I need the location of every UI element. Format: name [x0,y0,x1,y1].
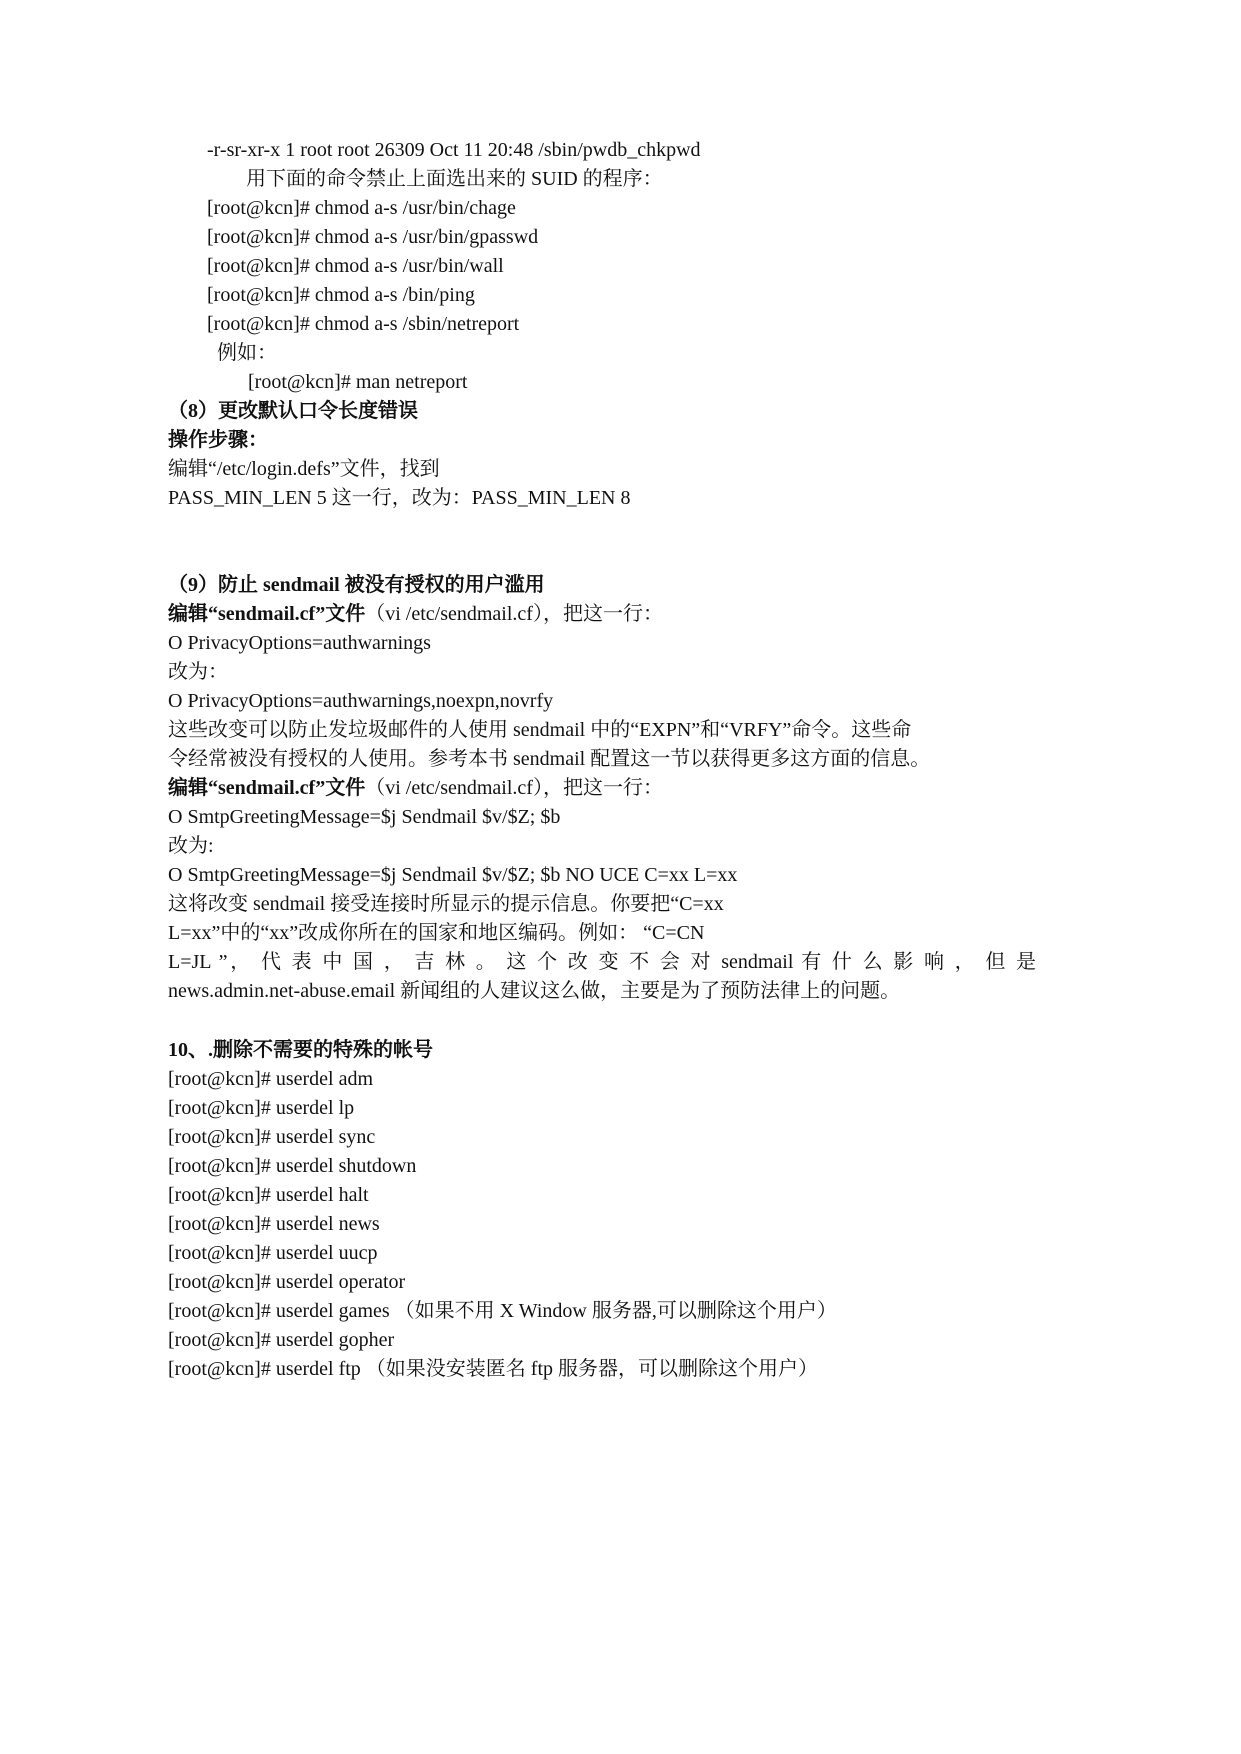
userdel-command: [root@kcn]# userdel games （如果不用 X Window 服务器,可以删除这个用户） [168,1300,837,1322]
userdel-command: [root@kcn]# userdel operator [168,1271,406,1293]
userdel-command: [root@kcn]# userdel shutdown [168,1155,417,1177]
privacy-options-old: O PrivacyOptions=authwarnings [168,632,431,654]
userdel-command: [root@kcn]# userdel news [168,1213,380,1235]
section-10-heading: 10、.删除不需要的特殊的帐号 [168,1039,433,1061]
chmod-command: [root@kcn]# chmod a-s /sbin/netreport [207,313,520,335]
userdel-command: [root@kcn]# userdel lp [168,1097,355,1119]
paragraph-line: L=JL ”， 代 表 中 国 ， 吉 林 。 这 个 改 变 不 会 对 sendmail 有 什 么 影 响 ， 但 是 [168,951,1036,973]
example-label: 例如： [217,342,277,364]
userdel-command: [root@kcn]# userdel sync [168,1126,376,1148]
edit-sendmail-line-1 [168,598,663,630]
userdel-command: [root@kcn]# userdel uucp [168,1242,378,1264]
section-9-heading: （9）防止 sendmail 被没有授权的用户滥用 [168,574,545,596]
chmod-command: [root@kcn]# chmod a-s /bin/ping [207,284,475,306]
ls-output-line: -r-sr-xr-x 1 root root 26309 Oct 11 20:48 /sbin/pwdb_chkpwd [207,139,701,161]
edit-sendmail-line-2 [168,772,663,804]
userdel-command: [root@kcn]# userdel ftp （如果没安装匿名 ftp 服务器，可以删除这个用户） [168,1358,819,1380]
edit-sendmail-rest: （vi /etc/sendmail.cf），把这一行： [365,603,663,625]
edit-sendmail-bold: 编辑“sendmail.cf”文件 [168,603,366,625]
login-defs-instruction: 编辑“/etc/login.defs”文件，找到 [168,458,440,480]
privacy-options-new: O PrivacyOptions=authwarnings,noexpn,novrfy [168,690,554,712]
smtp-greeting-old: O SmtpGreetingMessage=$j Sendmail $v/$Z; $b [168,806,561,828]
suid-intro-text: 用下面的命令禁止上面选出来的 SUID 的程序： [246,168,663,190]
userdel-command: [root@kcn]# userdel gopher [168,1329,395,1351]
change-to-label: 改为： [168,661,228,683]
steps-label: 操作步骤： [168,429,268,451]
edit-sendmail-rest: （vi /etc/sendmail.cf），把这一行： [365,777,663,799]
paragraph-line: 这些改变可以防止发垃圾邮件的人使用 sendmail 中的“EXPN”和“VRFY”命令。这些命 [168,719,912,741]
paragraph-line: 令经常被没有授权的人使用。参考本书 sendmail 配置这一节以获得更多这方面的信息。 [168,748,931,770]
section-8-heading: （8）更改默认口令长度错误 [168,400,418,422]
chmod-command: [root@kcn]# chmod a-s /usr/bin/gpasswd [207,226,539,248]
userdel-command: [root@kcn]# userdel halt [168,1184,369,1206]
paragraph-line: L=xx”中的“xx”改成你所在的国家和地区编码。例如： “C=CN [168,922,705,944]
paragraph-line: news.admin.net-abuse.email 新闻组的人建议这么做，主要是为了预防法律上的问题。 [168,980,901,1002]
edit-sendmail-bold: 编辑“sendmail.cf”文件 [168,777,366,799]
chmod-command: [root@kcn]# chmod a-s /usr/bin/wall [207,255,504,277]
example-command: [root@kcn]# man netreport [248,371,468,393]
paragraph-line: 这将改变 sendmail 接受连接时所显示的提示信息。你要把“C=xx [168,893,724,915]
chmod-command: [root@kcn]# chmod a-s /usr/bin/chage [207,197,516,219]
smtp-greeting-new: O SmtpGreetingMessage=$j Sendmail $v/$Z; $b NO UCE C=xx L=xx [168,864,738,886]
userdel-command: [root@kcn]# userdel adm [168,1068,374,1090]
change-to-label: 改为: [168,835,214,857]
pass-min-len-instruction: PASS_MIN_LEN 5 这一行，改为：PASS_MIN_LEN 8 [168,487,631,509]
